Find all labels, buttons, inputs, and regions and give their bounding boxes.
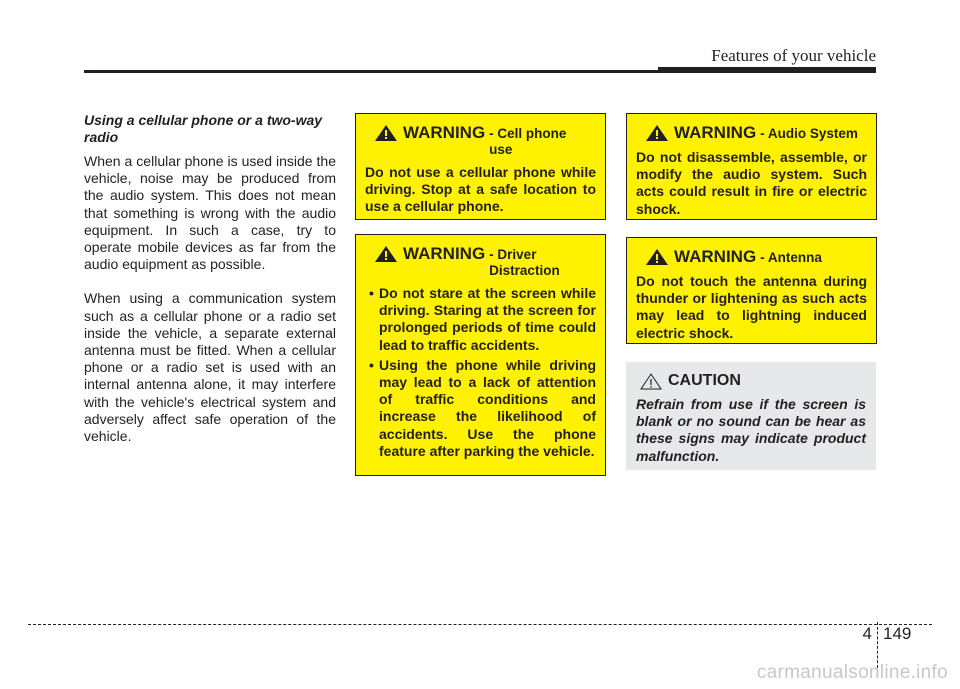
main-text-column [84,112,336,462]
warning-subtitle: - Audio System [760,126,858,141]
warning-bullet-list [365,285,596,460]
warning-triangle-icon [646,249,668,265]
warning-subtitle: - Driver Distraction [489,247,560,278]
warning-body: Do not use a cellular phone while driving. Stop at a safe location to use a cellular phone. [365,164,596,215]
warning-subtitle: - Antenna [760,250,822,265]
warning-triangle-icon [646,125,668,141]
warning-word: WARNING [674,123,757,142]
warning-triangle-icon [375,246,397,262]
list-item: • Using the phone while driving may lead to a lack of attention of traffic conditions and increase the likelihood of accidents. Use the phone feature after parking the vehicle. [369,356,596,459]
paragraph-2: When using a communication system such as a cellular phone or a radio set inside the vehicle, a separate external antenna must be fitted. When a cellular phone or a radio set is used with an internal antenna alone, it may interfere with the vehicle's electrical system and adversely affect safe operation of the vehicle. [84,290,336,445]
caution-body: Refrain from use if the screen is blank or no sound can be hear as these signs may indicate product malfunction. [636,396,866,464]
warning-body: Do not touch the antenna during thunder or lightening as such acts may lead to lightning induced electric shock. [636,273,867,341]
warning-body: Do not disassemble, assemble, or modify the audio system. Such acts could result in fire or electric shock. [636,149,867,217]
warning-triangle-icon [375,125,397,141]
section-heading: Using a cellular phone or a two-way radio [84,112,323,145]
warning-box-cell-phone [355,113,606,220]
warning-word: WARNING [674,247,757,266]
warning-subtitle: - Cell phone use [489,126,567,157]
page-header-title: Features of your vehicle [711,46,876,65]
warning-box-driver-distraction [355,234,606,476]
warning-box-audio-system [626,113,877,220]
caution-word: CAUTION [668,372,741,389]
watermark: carmanualsonline.info [756,662,948,683]
warning-box-antenna [626,237,877,344]
chapter-number: 4 [862,624,872,643]
warning-word: WARNING [403,123,486,142]
list-item: • Do not stare at the screen while driving. Staring at the screen for prolonged periods of time could lead to traffic accidents. [369,285,596,353]
caution-box [626,362,876,470]
footer-rule [28,624,932,625]
caution-triangle-icon [640,373,662,390]
warning-word: WARNING [403,244,486,263]
header-rule-accent [658,67,876,73]
page-number: 149 [883,624,912,643]
paragraph-1: When a cellular phone is used inside the vehicle, noise may be produced from the audio system. This does not mean that something is wrong with the audio equipment. In such a case, try to operate mobile devices as far from the audio equipment as possible. [84,153,336,273]
